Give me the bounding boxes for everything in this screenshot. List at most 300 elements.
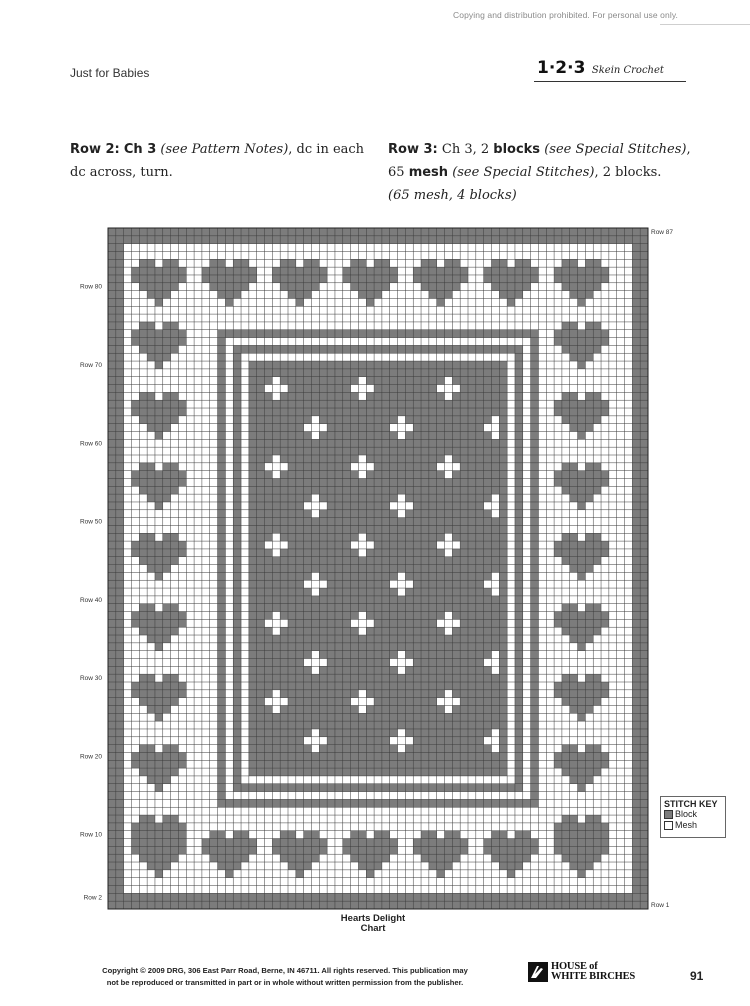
block-cell [304, 486, 312, 494]
block-cell [327, 565, 335, 573]
block-cell [108, 345, 116, 353]
block-cell [351, 799, 359, 807]
block-cell [311, 635, 319, 643]
block-cell [499, 494, 507, 502]
block-cell [632, 385, 640, 393]
block-cell [554, 682, 562, 690]
block-cell [249, 533, 257, 541]
block-cell [499, 768, 507, 776]
block-cell [288, 377, 296, 385]
block-cell [413, 674, 421, 682]
block-cell [311, 799, 319, 807]
block-cell [476, 752, 484, 760]
block-cell [398, 565, 406, 573]
block-cell [632, 275, 640, 283]
block-cell [116, 580, 124, 588]
block-cell [171, 463, 179, 471]
block-cell [374, 862, 382, 870]
block-cell [296, 627, 304, 635]
block-cell [272, 846, 280, 854]
block-cell [640, 478, 648, 486]
block-cell [562, 345, 570, 353]
block-cell [178, 682, 186, 690]
block-cell [108, 878, 116, 886]
block-cell [554, 478, 562, 486]
block-cell [304, 768, 312, 776]
block-cell [632, 651, 640, 659]
block-cell [374, 486, 382, 494]
block-cell [452, 572, 460, 580]
block-cell [538, 901, 546, 909]
block-cell [585, 745, 593, 753]
block-cell [421, 228, 429, 236]
block-cell [562, 823, 570, 831]
block-cell [335, 752, 343, 760]
block-cell [468, 643, 476, 651]
block-cell [351, 400, 359, 408]
block-cell [437, 705, 445, 713]
block-cell [343, 713, 351, 721]
block-cell [390, 588, 398, 596]
block-cell [382, 330, 390, 338]
block-cell [640, 447, 648, 455]
block-cell [632, 596, 640, 604]
row-label-left: Row 2 [83, 894, 102, 902]
row-label-left: Row 80 [79, 283, 102, 291]
block-cell [405, 447, 413, 455]
block-cell [405, 901, 413, 909]
block-cell [304, 784, 312, 792]
block-cell [280, 666, 288, 674]
block-cell [147, 259, 155, 267]
block-cell [632, 525, 640, 533]
block-cell [460, 596, 468, 604]
block-cell [272, 400, 280, 408]
block-cell [405, 588, 413, 596]
block-cell [405, 619, 413, 627]
block-cell [484, 377, 492, 385]
block-cell [632, 752, 640, 760]
block-cell [437, 439, 445, 447]
block-cell [335, 408, 343, 416]
block-cell [108, 815, 116, 823]
block-cell [288, 799, 296, 807]
block-cell [343, 494, 351, 502]
row-label-left: Row 70 [79, 362, 102, 369]
block-cell [398, 893, 406, 901]
block-cell [249, 643, 257, 651]
block-cell [116, 361, 124, 369]
block-cell [233, 408, 241, 416]
block-cell [578, 752, 586, 760]
block-cell [593, 236, 601, 244]
block-cell [437, 799, 445, 807]
block-cell [272, 502, 280, 510]
block-cell [570, 533, 578, 541]
block-cell [421, 674, 429, 682]
block-cell [405, 345, 413, 353]
block-cell [413, 345, 421, 353]
block-cell [640, 784, 648, 792]
block-cell [445, 745, 453, 753]
block-cell [601, 839, 609, 847]
block-cell [147, 776, 155, 784]
block-cell [265, 565, 273, 573]
block-cell [640, 823, 648, 831]
block-cell [562, 674, 570, 682]
block-cell [531, 369, 539, 377]
block-cell [429, 846, 437, 854]
block-cell [593, 541, 601, 549]
block-cell [163, 275, 171, 283]
block-cell [468, 486, 476, 494]
block-cell [531, 432, 539, 440]
block-cell [139, 549, 147, 557]
block-cell [632, 565, 640, 573]
block-cell [218, 674, 226, 682]
block-cell [139, 345, 147, 353]
block-cell [515, 698, 523, 706]
block-cell [382, 682, 390, 690]
block-cell [476, 502, 484, 510]
block-cell [507, 330, 515, 338]
block-cell [515, 510, 523, 518]
block-cell [296, 557, 304, 565]
block-cell [429, 486, 437, 494]
block-cell [437, 345, 445, 353]
block-cell [366, 369, 374, 377]
block-cell [570, 283, 578, 291]
block-cell [531, 627, 539, 635]
block-cell [108, 768, 116, 776]
block-cell [218, 784, 226, 792]
block-cell [218, 839, 226, 847]
block-cell [116, 862, 124, 870]
block-cell [382, 846, 390, 854]
block-cell [429, 596, 437, 604]
block-cell [131, 236, 139, 244]
block-cell [249, 236, 257, 244]
block-cell [272, 682, 280, 690]
block-cell [147, 862, 155, 870]
block-cell [343, 424, 351, 432]
block-cell [265, 392, 273, 400]
block-cell [139, 416, 147, 424]
block-cell [468, 651, 476, 659]
block-cell [531, 377, 539, 385]
block-cell [405, 596, 413, 604]
block-cell [218, 565, 226, 573]
block-cell [413, 627, 421, 635]
block-cell [116, 745, 124, 753]
block-cell [562, 815, 570, 823]
block-cell [460, 345, 468, 353]
block-cell [421, 385, 429, 393]
block-cell [390, 275, 398, 283]
block-cell [515, 525, 523, 533]
block-cell [390, 893, 398, 901]
row-label-left: Row 10 [79, 831, 102, 839]
block-cell [491, 721, 499, 729]
block-cell [304, 612, 312, 620]
block-cell [625, 236, 633, 244]
block-cell [632, 369, 640, 377]
block-cell [171, 557, 179, 565]
block-cell [445, 721, 453, 729]
block-cell [460, 400, 468, 408]
block-cell [178, 408, 186, 416]
block-cell [233, 463, 241, 471]
block-cell [116, 502, 124, 510]
block-cell [233, 737, 241, 745]
block-cell [351, 831, 359, 839]
block-cell [116, 259, 124, 267]
block-cell [288, 619, 296, 627]
block-cell [296, 721, 304, 729]
block-cell [632, 424, 640, 432]
block-cell [210, 283, 218, 291]
block-cell [311, 721, 319, 729]
block-cell [272, 361, 280, 369]
block-cell [155, 846, 163, 854]
block-cell [429, 799, 437, 807]
block-cell [405, 557, 413, 565]
block-cell [390, 745, 398, 753]
block-cell [343, 737, 351, 745]
block-cell [460, 565, 468, 573]
block-cell [249, 408, 257, 416]
block-cell [116, 807, 124, 815]
block-cell [366, 392, 374, 400]
block-cell [468, 228, 476, 236]
block-cell [304, 525, 312, 533]
block-cell [108, 682, 116, 690]
block-cell [640, 659, 648, 667]
block-cell [178, 752, 186, 760]
block-cell [272, 596, 280, 604]
block-cell [257, 760, 265, 768]
block-cell [272, 510, 280, 518]
block-cell [640, 612, 648, 620]
block-cell [585, 565, 593, 573]
block-cell [452, 651, 460, 659]
block-cell [311, 400, 319, 408]
block-cell [515, 565, 523, 573]
block-cell [218, 862, 226, 870]
block-cell [358, 447, 366, 455]
block-cell [374, 572, 382, 580]
block-cell [632, 854, 640, 862]
block-cell [351, 612, 359, 620]
block-cell [296, 635, 304, 643]
block-cell [531, 705, 539, 713]
block-cell [421, 369, 429, 377]
block-cell [374, 502, 382, 510]
block-cell [484, 447, 492, 455]
block-cell [421, 901, 429, 909]
block-cell [515, 901, 523, 909]
block-cell [296, 619, 304, 627]
block-cell [366, 870, 374, 878]
block-cell [116, 705, 124, 713]
block-cell [437, 713, 445, 721]
block-cell [351, 893, 359, 901]
block-cell [296, 541, 304, 549]
block-cell [249, 713, 257, 721]
block-cell [249, 588, 257, 596]
block-cell [632, 878, 640, 886]
block-cell [147, 322, 155, 330]
block-cell [437, 752, 445, 760]
block-cell [233, 439, 241, 447]
block-cell [491, 533, 499, 541]
block-cell [515, 291, 523, 299]
block-cell [531, 604, 539, 612]
block-cell [390, 392, 398, 400]
block-cell [445, 275, 453, 283]
block-cell [499, 330, 507, 338]
block-cell [358, 565, 366, 573]
block-cell [413, 737, 421, 745]
block-cell [116, 815, 124, 823]
block-cell [327, 580, 335, 588]
block-cell [257, 533, 265, 541]
block-cell [139, 236, 147, 244]
block-cell [570, 267, 578, 275]
block-cell [398, 369, 406, 377]
block-cell [335, 478, 343, 486]
block-cell [445, 400, 453, 408]
block-cell [147, 486, 155, 494]
block-cell [390, 416, 398, 424]
block-cell [358, 518, 366, 526]
block-cell [578, 408, 586, 416]
block-cell [405, 439, 413, 447]
block-cell [562, 619, 570, 627]
block-cell [405, 408, 413, 416]
block-cell [147, 682, 155, 690]
block-cell [452, 259, 460, 267]
block-cell [335, 635, 343, 643]
block-cell [452, 839, 460, 847]
block-cell [304, 643, 312, 651]
block-cell [437, 283, 445, 291]
block-cell [437, 361, 445, 369]
block-cell [554, 549, 562, 557]
block-cell [218, 478, 226, 486]
block-cell [163, 236, 171, 244]
block-cell [147, 471, 155, 479]
block-cell [351, 752, 359, 760]
block-cell [358, 259, 366, 267]
block-cell [445, 635, 453, 643]
birch-tree-icon [528, 962, 548, 982]
block-cell [311, 549, 319, 557]
block-cell [108, 432, 116, 440]
block-cell [429, 705, 437, 713]
block-cell [249, 416, 257, 424]
block-cell [288, 643, 296, 651]
block-cell [139, 533, 147, 541]
block-cell [491, 463, 499, 471]
block-cell [585, 424, 593, 432]
block-cell [366, 486, 374, 494]
block-cell [515, 486, 523, 494]
block-cell [296, 432, 304, 440]
block-cell [421, 604, 429, 612]
block-cell [218, 408, 226, 416]
block-cell [382, 854, 390, 862]
block-cell [225, 799, 233, 807]
block-cell [499, 760, 507, 768]
block-cell [374, 385, 382, 393]
block-cell [218, 729, 226, 737]
block-cell [366, 447, 374, 455]
block-cell [178, 228, 186, 236]
block-cell [335, 369, 343, 377]
block-cell [319, 784, 327, 792]
block-cell [437, 424, 445, 432]
block-cell [476, 377, 484, 385]
block-cell [178, 893, 186, 901]
block-cell [319, 705, 327, 713]
block-cell [374, 525, 382, 533]
block-cell [421, 525, 429, 533]
block-cell [413, 424, 421, 432]
block-cell [413, 267, 421, 275]
block-cell [296, 604, 304, 612]
block-cell [484, 713, 492, 721]
block-cell [116, 713, 124, 721]
block-cell [499, 846, 507, 854]
block-cell [593, 533, 601, 541]
block-cell [437, 893, 445, 901]
block-cell [515, 361, 523, 369]
block-cell [531, 792, 539, 800]
block-cell [335, 760, 343, 768]
block-cell [413, 228, 421, 236]
block-cell [155, 275, 163, 283]
block-cell [421, 259, 429, 267]
block-cell [382, 518, 390, 526]
block-cell [499, 259, 507, 267]
block-cell [280, 565, 288, 573]
block-cell [515, 643, 523, 651]
block-cell [468, 674, 476, 682]
block-cell [640, 251, 648, 259]
block-cell [233, 330, 241, 338]
block-cell [358, 831, 366, 839]
block-cell [108, 752, 116, 760]
block-cell [358, 682, 366, 690]
block-cell [632, 361, 640, 369]
block-cell [640, 439, 648, 447]
block-cell [366, 901, 374, 909]
block-cell [570, 565, 578, 573]
block-cell [366, 784, 374, 792]
block-cell [343, 674, 351, 682]
block-cell [335, 893, 343, 901]
block-cell [163, 862, 171, 870]
section-title: Just for Babies [70, 66, 150, 80]
block-cell [288, 705, 296, 713]
block-cell [351, 377, 359, 385]
row-label-left: Row 30 [79, 675, 102, 683]
block-cell [429, 471, 437, 479]
block-cell [155, 612, 163, 620]
block-cell [163, 768, 171, 776]
block-cell [265, 572, 273, 580]
